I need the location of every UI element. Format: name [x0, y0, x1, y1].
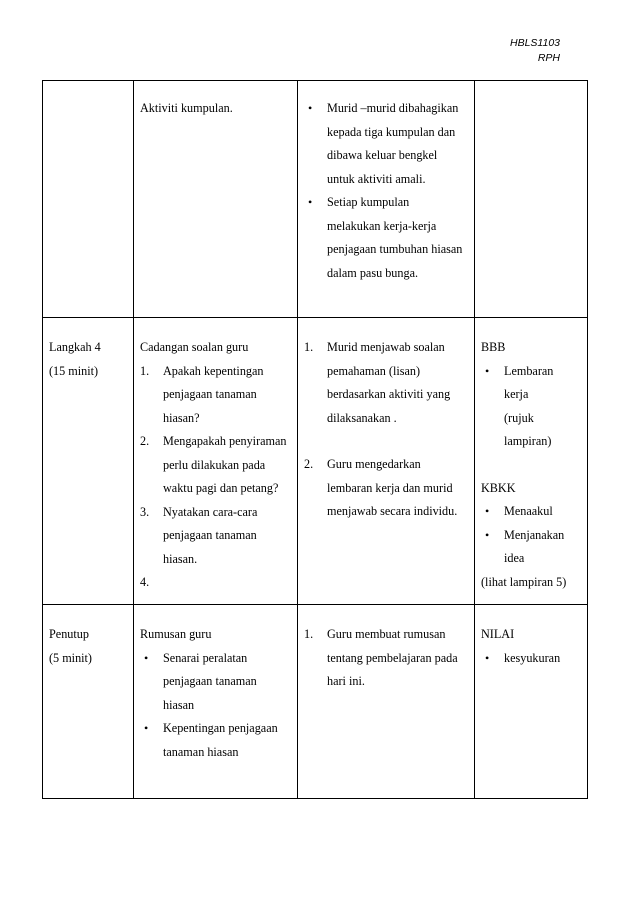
list-item: 1. Apakah kepentingan penjagaan tanaman hiasan? — [140, 363, 264, 425]
lesson-plan-table — [42, 80, 588, 799]
notes-footer: (lihat lampiran 5) — [481, 574, 567, 589]
list-item: 2. Guru mengedarkan lembaran kerja dan murid menjawab secara individu. — [304, 457, 458, 518]
content-text: Aktiviti kumpulan. — [140, 101, 233, 115]
notes-cell — [475, 318, 588, 605]
step-label: Langkah 4 — [49, 340, 101, 354]
list-item: 3. Nyatakan cara-cara penjagaan tanaman hiasan. — [140, 504, 258, 566]
list-item: • Menjanakan idea — [481, 524, 581, 571]
nilai-list — [481, 647, 581, 671]
kbkk-list — [481, 500, 581, 571]
list-item: • Kepentingan penjagaan tanaman hiasan — [140, 717, 291, 764]
doc-type: RPH — [537, 52, 560, 64]
course-code: HBLS1103 — [509, 37, 560, 49]
bbb-list — [481, 360, 581, 454]
summary-list — [140, 647, 291, 765]
step-cell — [43, 81, 134, 318]
notes-cell — [475, 605, 588, 799]
bbb-title: BBB — [481, 340, 506, 354]
activity-cell — [298, 81, 475, 318]
step-label: Penutup — [49, 627, 89, 641]
table-row — [43, 81, 588, 318]
list-item: • Setiap kumpulan melakukan kerja-kerja penjagaan tumbuhan hiasan dalam pasu bunga. — [304, 191, 468, 285]
content-cell — [134, 318, 298, 605]
question-list — [140, 360, 291, 595]
step-cell — [43, 318, 134, 605]
list-item: 4. — [140, 575, 150, 589]
content-title: Rumusan guru — [140, 627, 212, 641]
list-item: • Senarai peralatan penjagaan tanaman hiasan — [140, 647, 291, 718]
list-item: 2. Mengapakah penyiraman perlu dilakukan pada waktu pagi dan petang? — [140, 434, 287, 495]
activity-list — [304, 336, 468, 524]
activity-list — [304, 623, 468, 694]
activity-list — [304, 97, 468, 285]
list-item: 1. Guru membuat rumusan tentang pembelajaran pada hari ini. — [304, 627, 458, 688]
step-cell — [43, 605, 134, 799]
content-title: Cadangan soalan guru — [140, 340, 249, 354]
list-item: • Lembaran kerja (rujuk lampiran) — [481, 360, 581, 454]
content-cell — [134, 605, 298, 799]
table-row — [43, 318, 588, 605]
page-header — [510, 36, 560, 66]
nilai-title: NILAI — [481, 627, 515, 641]
step-duration: (5 minit) — [49, 650, 92, 665]
list-item: 1. Murid menjawab soalan pemahaman (lisan) berdasarkan aktiviti yang dilaksanakan . — [304, 340, 451, 425]
table-row — [43, 605, 588, 799]
activity-cell — [298, 605, 475, 799]
step-duration: (15 minit) — [49, 363, 99, 378]
list-item: • Menaakul — [481, 500, 581, 524]
activity-cell — [298, 318, 475, 605]
kbkk-title: KBKK — [481, 480, 516, 495]
notes-cell — [475, 81, 588, 318]
list-item: • Murid –murid dibahagikan kepada tiga kumpulan dan dibawa keluar bengkel untuk aktiviti amali. — [304, 97, 468, 191]
list-item: • kesyukuran — [481, 647, 581, 671]
content-cell — [134, 81, 298, 318]
